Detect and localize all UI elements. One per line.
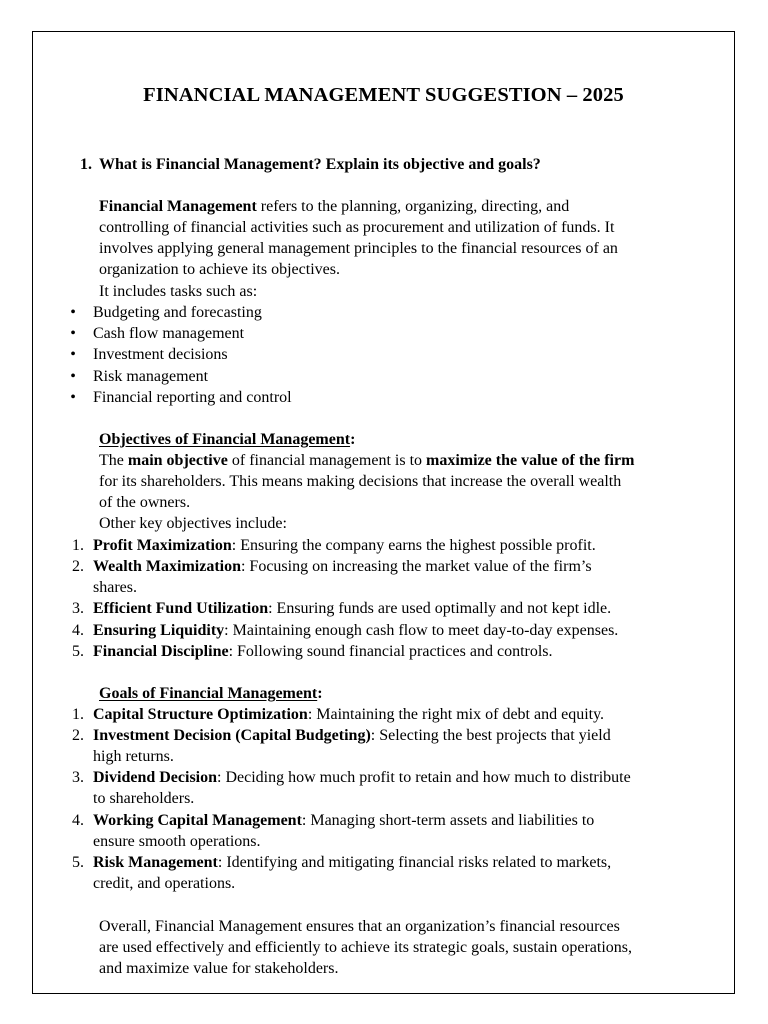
conclusion-line-1: Overall, Financial Management ensures that an organization’s financial resources: [99, 918, 620, 935]
goal-item-continued: ensure smooth operations.: [93, 833, 261, 850]
list-number: 5.: [72, 854, 84, 871]
conclusion-line-2: are used effectively and efficiently to achieve its strategic goals, sustain operations,: [99, 939, 632, 956]
definition-line-2: controlling of financial activities such as procurement and utilization of funds. It: [99, 219, 615, 236]
task-item: Budgeting and forecasting: [93, 304, 262, 321]
list-number: 2.: [72, 727, 84, 744]
goal-item-continued: to shareholders.: [93, 790, 195, 807]
bullet-icon: •: [70, 304, 76, 321]
goal-item: Risk Management: Identifying and mitigating financial risks related to markets,: [93, 854, 612, 871]
task-item: Risk management: [93, 368, 209, 385]
objective-item: Efficient Fund Utilization: Ensuring funds are used optimally and not kept idle.: [93, 600, 612, 617]
definition-term: Financial Management: [99, 198, 257, 215]
objective-item-continued: shares.: [93, 579, 137, 596]
definition-line-4: organization to achieve its objectives.: [99, 261, 340, 278]
task-item: Investment decisions: [93, 346, 228, 363]
definition-line-1: [99, 196, 692, 217]
bullet-icon: •: [70, 325, 76, 342]
objectives-heading: Objectives of Financial Management:: [99, 431, 356, 448]
document-title: FINANCIAL MANAGEMENT SUGGESTION – 2025: [143, 84, 624, 106]
goals-heading: Goals of Financial Management:: [99, 685, 323, 702]
list-number: 4.: [72, 812, 84, 829]
objective-item: Wealth Maximization: Focusing on increasing the market value of the firm’s: [93, 558, 592, 575]
objective-item: Ensuring Liquidity: Maintaining enough cash flow to meet day-to-day expenses.: [93, 622, 619, 639]
goal-item-continued: high returns.: [93, 748, 174, 765]
objectives-line-1: The main objective of financial management is to maximize the value of the firm: [99, 452, 635, 469]
list-number: 1.: [72, 537, 84, 554]
bullet-icon: •: [70, 368, 76, 385]
list-number: 4.: [72, 622, 84, 639]
question-number: 1.: [80, 156, 92, 173]
goal-item: Working Capital Management: Managing short-term assets and liabilities to: [93, 812, 595, 829]
task-item: Cash flow management: [93, 325, 245, 342]
list-number: 5.: [72, 643, 84, 660]
tasks-intro: It includes tasks such as:: [99, 283, 258, 300]
goal-item-continued: credit, and operations.: [93, 875, 236, 892]
objectives-intro: Other key objectives include:: [99, 515, 287, 532]
list-number: 3.: [72, 769, 84, 786]
list-number: 1.: [72, 706, 84, 723]
question-text: What is Financial Management? Explain its objective and goals?: [99, 156, 541, 173]
objectives-line-2: for its shareholders. This means making decisions that increase the overall wealth: [99, 473, 622, 490]
objective-item: Profit Maximization: Ensuring the company earns the highest possible profit.: [93, 537, 596, 554]
goal-item: Capital Structure Optimization: Maintaining the right mix of debt and equity.: [93, 706, 605, 723]
goal-item: Investment Decision (Capital Budgeting): Selecting the best projects that yield: [93, 727, 611, 744]
task-item: Financial reporting and control: [93, 389, 292, 406]
list-number: 3.: [72, 600, 84, 617]
definition-line-1-rest: refers to the planning, organizing, directing, and: [256, 198, 570, 215]
conclusion-line-3: and maximize value for stakeholders.: [99, 960, 339, 977]
list-number: 2.: [72, 558, 84, 575]
objectives-line-3: of the owners.: [99, 494, 191, 511]
goal-item: Dividend Decision: Deciding how much profit to retain and how much to distribute: [93, 769, 631, 786]
objective-item: Financial Discipline: Following sound financial practices and controls.: [93, 643, 553, 660]
bullet-icon: •: [70, 389, 76, 406]
definition-line-3: involves applying general management principles to the financial resources of an: [99, 240, 618, 257]
bullet-icon: •: [70, 346, 76, 363]
